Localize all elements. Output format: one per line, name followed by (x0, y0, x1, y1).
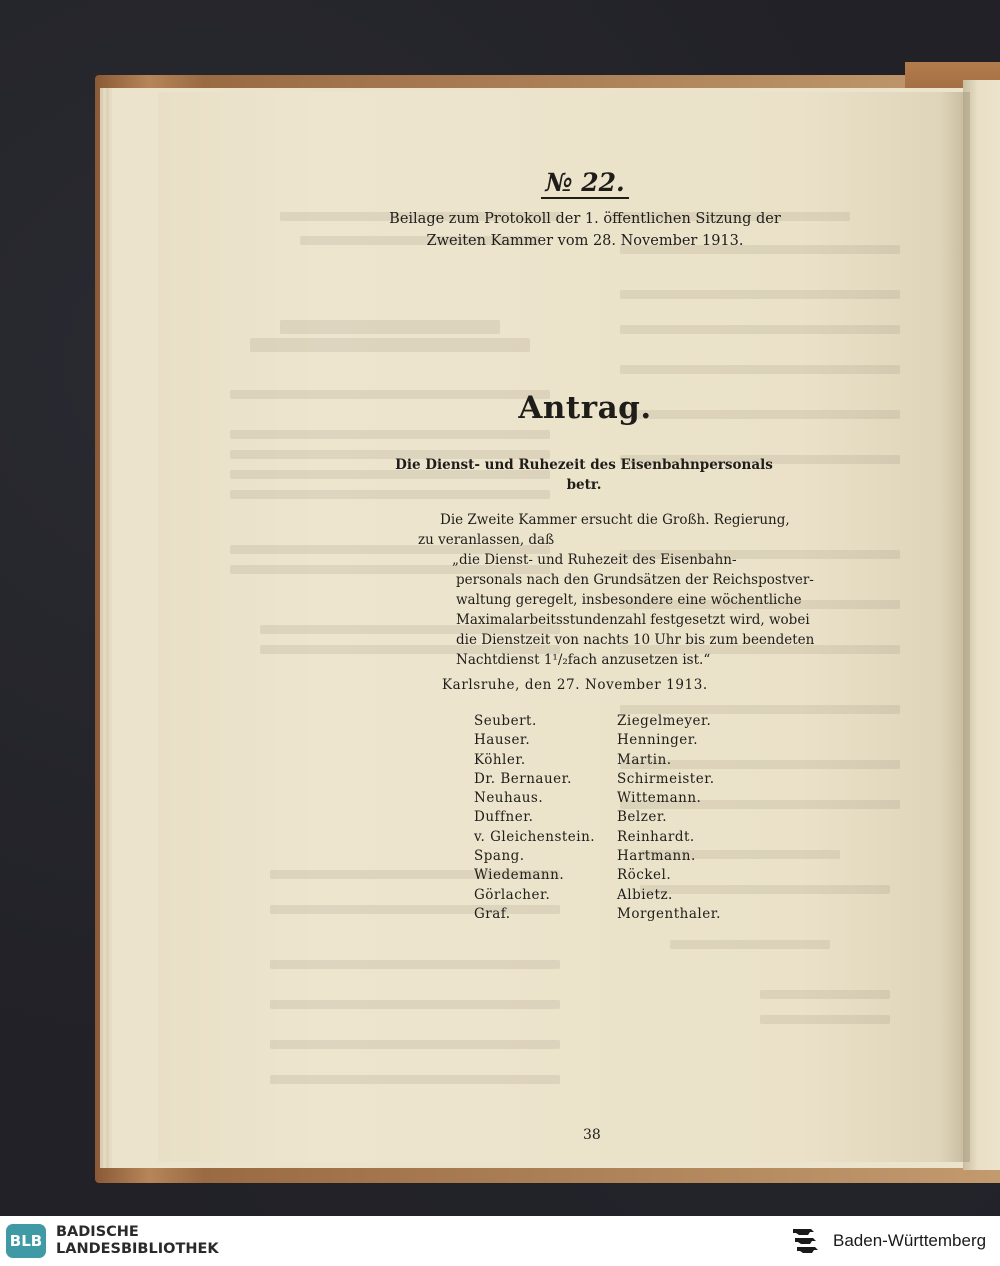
signatory-name: Röckel. (617, 867, 672, 884)
body-line: Nachtdienst 1¹/₂fach anzusetzen ist.“ (456, 652, 711, 668)
signatory-name: Martin. (617, 751, 672, 768)
signatory-name: Köhler. (474, 751, 526, 768)
body-line: „die Dienst- und Ruhezeit des Eisenbahn- (452, 552, 737, 568)
supplement-line: Beilage zum Protokoll der 1. öffentlichen Sitzung der (389, 211, 781, 227)
subject-text: Die Dienst- und Ruhezeit des Eisenbahnpersonals (395, 457, 773, 473)
signatory-name: Wiedemann. (474, 867, 565, 884)
signatories-right-column (617, 712, 721, 924)
body-line: die Dienstzeit von nachts 10 Uhr bis zum beendeten (456, 632, 815, 648)
place-and-date: Karlsruhe, den 27. November 1913. (442, 677, 708, 693)
signatory-name: Albietz. (617, 886, 673, 903)
signatory-name: Wittemann. (617, 790, 702, 807)
document-number: № 22. (0, 168, 1000, 197)
signatory-name: Dr. Bernauer. (474, 770, 572, 787)
library-name-line: LANDESBIBLIOTHEK (56, 1241, 219, 1257)
signatory-name: Graf. (474, 905, 511, 922)
signatory-name: v. Gleichenstein. (474, 828, 596, 845)
state-name[interactable]: Baden-Württemberg (833, 1231, 987, 1250)
signatory-name: Görlacher. (474, 886, 551, 903)
document-heading: Antrag. (518, 390, 652, 426)
signatory-name: Belzer. (617, 809, 668, 826)
subject-text: betr. (566, 477, 602, 493)
three-lions-icon (790, 1226, 824, 1256)
signatories-left-column (474, 712, 595, 924)
signatory-name: Henninger. (617, 732, 699, 749)
library-name-line: BADISCHE (56, 1224, 139, 1240)
signatory-name: Neuhaus. (474, 790, 544, 807)
body-line: Maximalarbeitsstundenzahl festgesetzt wird, wobei (456, 612, 810, 628)
signatory-name: Hartmann. (617, 848, 696, 865)
body-line: zu veranlassen, daß (418, 532, 555, 548)
signatory-name: Ziegelmeyer. (617, 713, 712, 729)
signatory-name: Schirmeister. (617, 770, 715, 787)
footer-bar (0, 1216, 1000, 1266)
signatory-name: Seubert. (474, 713, 537, 729)
body-line: Die Zweite Kammer ersucht die Großh. Regierung, (440, 512, 790, 528)
body-line: personals nach den Grundsätzen der Reichspostver- (456, 572, 814, 588)
blb-logo[interactable]: BLB (6, 1224, 46, 1258)
supplement-line: Zweiten Kammer vom 28. November 1913. (426, 233, 744, 249)
library-name[interactable] (56, 1224, 219, 1258)
signatory-name: Duffner. (474, 809, 534, 826)
protocol-supplement-note (0, 208, 1000, 252)
signatory-name: Morgenthaler. (617, 905, 721, 922)
subject-line (0, 455, 1000, 495)
signatory-name: Spang. (474, 848, 525, 865)
signatory-name: Hauser. (474, 732, 531, 749)
signatory-name: Reinhardt. (617, 828, 695, 845)
body-line: waltung geregelt, insbesondere eine wöchentliche (456, 592, 802, 608)
binding-shadow (940, 92, 970, 1162)
page-number: 38 (583, 1127, 601, 1143)
